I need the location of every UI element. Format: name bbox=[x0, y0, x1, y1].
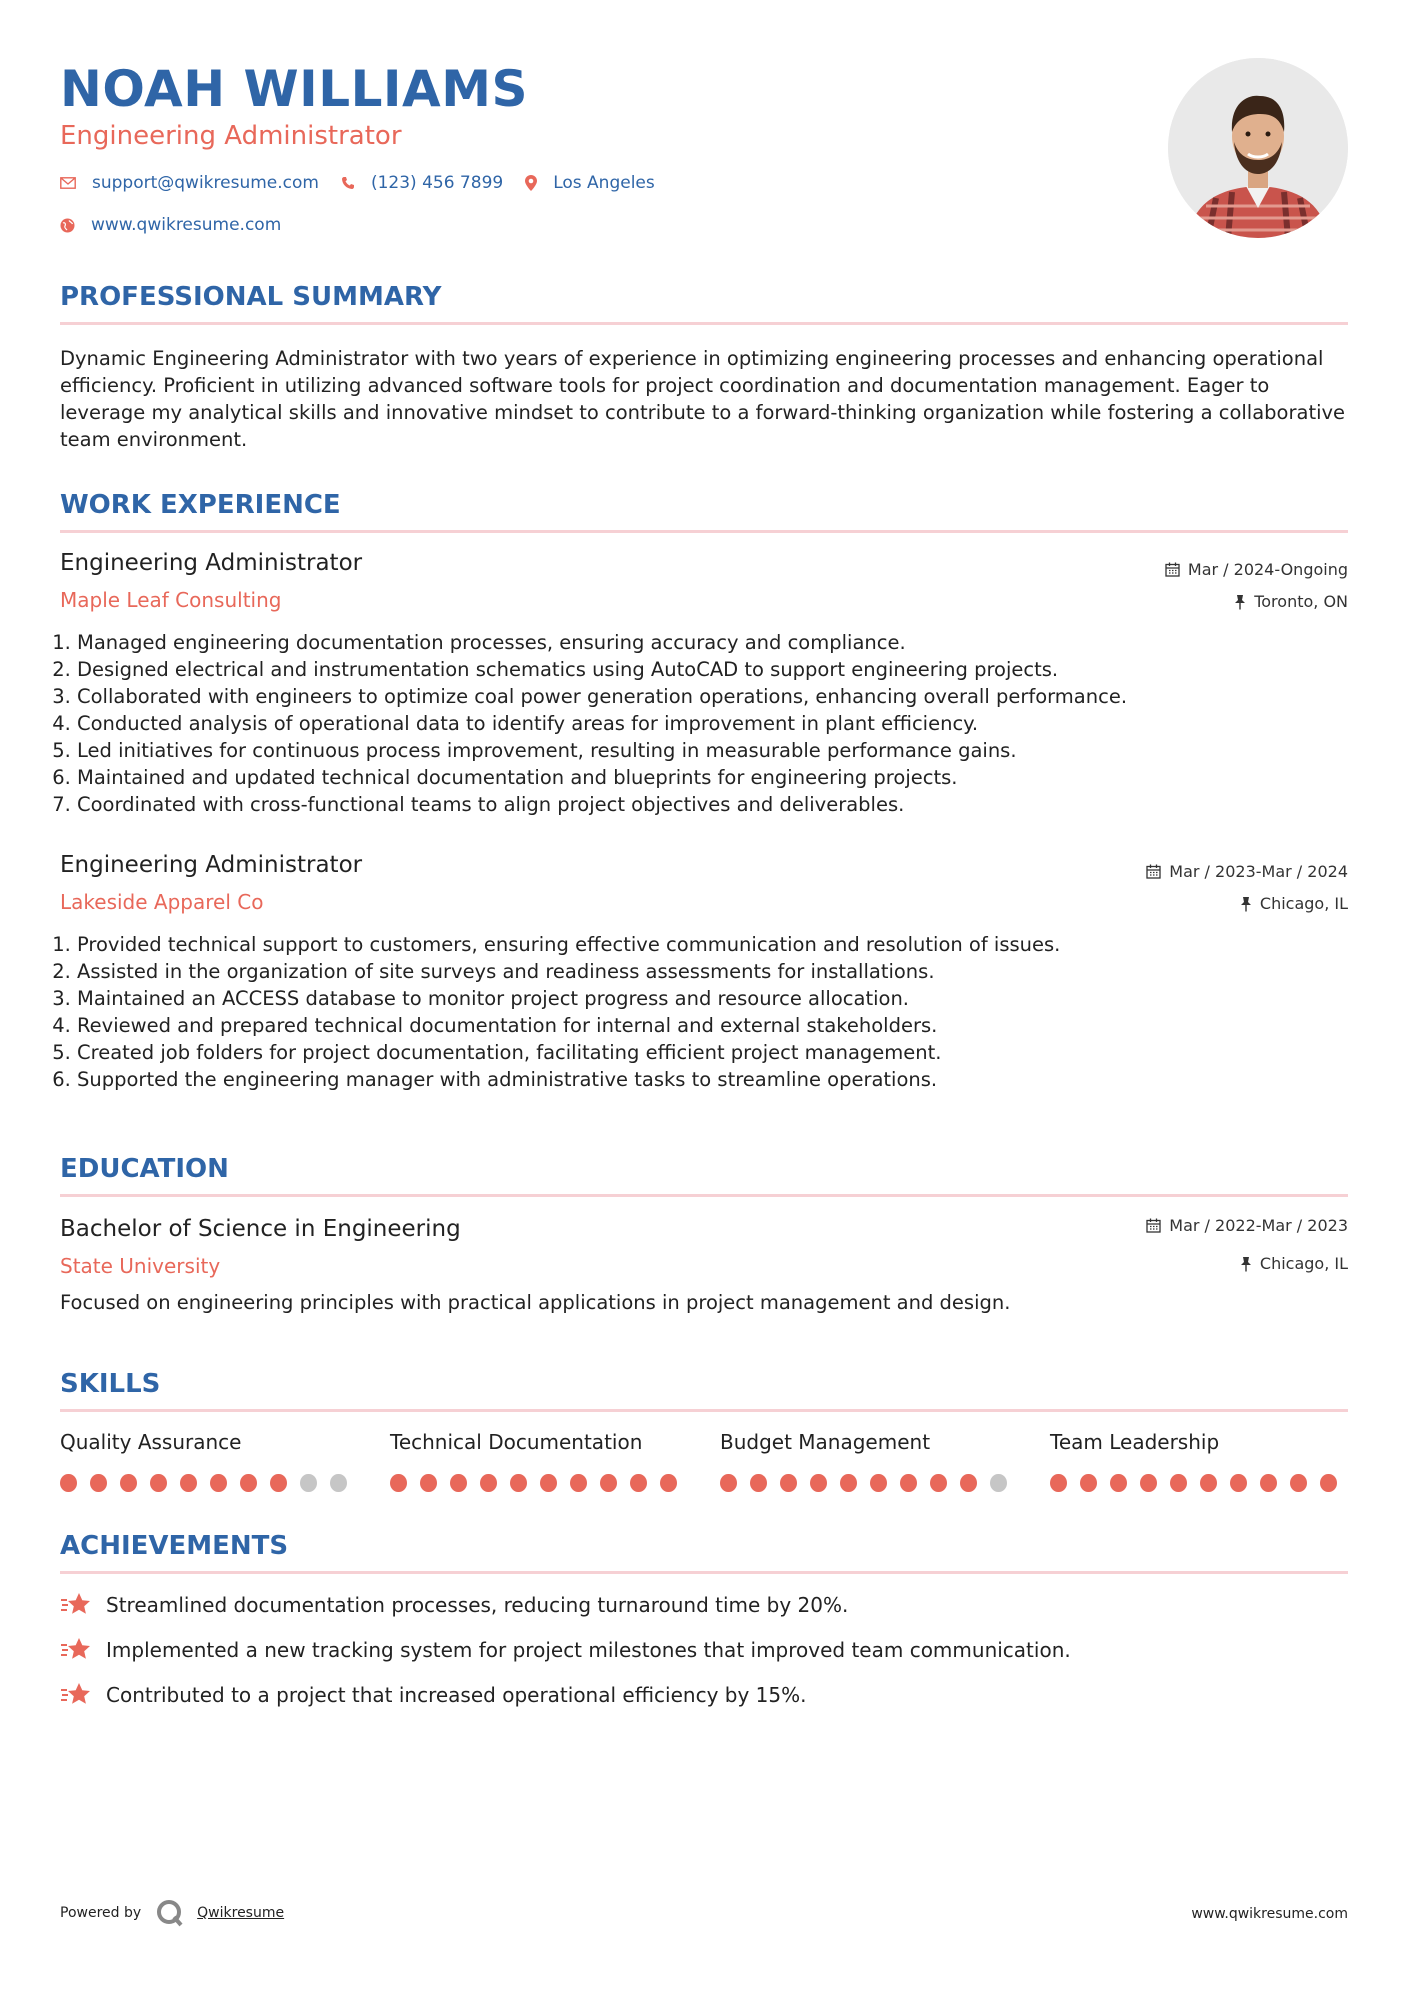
person-avatar bbox=[1168, 58, 1348, 238]
list-item: 4. Conducted analysis of operational data to identify areas for improvement in plant efficiency. bbox=[77, 710, 1348, 737]
skill-name: Team Leadership bbox=[1050, 1430, 1220, 1454]
skill-rating bbox=[720, 1474, 1020, 1492]
skill-name: Technical Documentation bbox=[390, 1430, 643, 1454]
list-item: 2. Designed electrical and instrumentation schematics using AutoCAD to support engineering projects. bbox=[77, 656, 1348, 683]
skill-rating bbox=[1050, 1474, 1350, 1492]
job-title: Engineering Administrator bbox=[60, 852, 363, 878]
education-heading: EDUCATION bbox=[60, 1154, 229, 1184]
list-item: 1. Managed engineering documentation processes, ensuring accuracy and compliance. bbox=[77, 629, 1348, 656]
rating-dot-filled bbox=[870, 1474, 887, 1492]
rating-dot-filled bbox=[660, 1474, 677, 1492]
dates-text: Mar / 2023-Mar / 2024 bbox=[1169, 862, 1348, 881]
rating-dot-empty bbox=[990, 1474, 1007, 1492]
skill-item bbox=[720, 1430, 1020, 1492]
school-name: State University bbox=[60, 1254, 221, 1278]
job-title: Engineering Administrator bbox=[60, 550, 363, 576]
education-dates bbox=[1146, 1216, 1348, 1235]
job-bullets bbox=[60, 629, 1348, 818]
contact-website[interactable] bbox=[60, 215, 281, 235]
email-text: support@qwikresume.com bbox=[92, 173, 319, 193]
skill-rating bbox=[60, 1474, 360, 1492]
location-text: Los Angeles bbox=[553, 173, 655, 193]
skills-heading: SKILLS bbox=[60, 1369, 161, 1399]
skill-name: Quality Assurance bbox=[60, 1430, 242, 1454]
rating-dot-filled bbox=[420, 1474, 437, 1492]
rating-dot-filled bbox=[630, 1474, 647, 1492]
rating-dot-filled bbox=[840, 1474, 857, 1492]
list-item: 5. Led initiatives for continuous process improvement, resulting in measurable performance gains. bbox=[77, 737, 1348, 764]
calendar-icon bbox=[1146, 1218, 1161, 1233]
job-bullets bbox=[60, 931, 1348, 1093]
globe-icon bbox=[60, 218, 75, 233]
rating-dot-filled bbox=[1200, 1474, 1217, 1492]
rating-dot-filled bbox=[600, 1474, 617, 1492]
map-pin-icon bbox=[525, 175, 537, 191]
pushpin-icon bbox=[1234, 594, 1246, 610]
dates-text: Mar / 2022-Mar / 2023 bbox=[1169, 1216, 1348, 1235]
rating-dot-filled bbox=[150, 1474, 167, 1492]
rating-dot-filled bbox=[1050, 1474, 1067, 1492]
achievement-text: Streamlined documentation processes, reducing turnaround time by 20%. bbox=[106, 1593, 849, 1617]
list-item: 7. Coordinated with cross-functional teams to align project objectives and deliverables. bbox=[77, 791, 1348, 818]
job-location bbox=[1240, 894, 1348, 913]
qwikresume-logo-icon bbox=[155, 1898, 185, 1928]
rating-dot-filled bbox=[390, 1474, 407, 1492]
section-divider bbox=[60, 1571, 1348, 1574]
skill-name: Budget Management bbox=[720, 1430, 931, 1454]
skill-item bbox=[1050, 1430, 1350, 1492]
qwikresume-link[interactable]: Qwikresume bbox=[197, 1905, 285, 1921]
star-award-icon bbox=[60, 1592, 92, 1618]
job-dates bbox=[1165, 560, 1348, 579]
list-item: 3. Maintained an ACCESS database to monitor project progress and resource allocation. bbox=[77, 985, 1348, 1012]
rating-dot-filled bbox=[210, 1474, 227, 1492]
rating-dot-filled bbox=[270, 1474, 287, 1492]
website-text: www.qwikresume.com bbox=[91, 215, 282, 235]
rating-dot-filled bbox=[900, 1474, 917, 1492]
rating-dot-filled bbox=[1110, 1474, 1127, 1492]
rating-dot-empty bbox=[300, 1474, 317, 1492]
rating-dot-filled bbox=[1230, 1474, 1247, 1492]
achievements-heading: ACHIEVEMENTS bbox=[60, 1531, 289, 1561]
contact-email[interactable] bbox=[60, 173, 319, 193]
rating-dot-filled bbox=[180, 1474, 197, 1492]
location-text: Chicago, IL bbox=[1259, 1254, 1348, 1273]
rating-dot-filled bbox=[240, 1474, 257, 1492]
achievement-text: Implemented a new tracking system for project milestones that improved team communication. bbox=[106, 1638, 1071, 1662]
achievement-item bbox=[60, 1637, 1071, 1663]
section-divider bbox=[60, 530, 1348, 533]
company-name: Lakeside Apparel Co bbox=[60, 890, 264, 914]
contact-row-website bbox=[60, 215, 303, 235]
rating-dot-filled bbox=[810, 1474, 827, 1492]
job-location bbox=[1234, 592, 1348, 611]
rating-dot-filled bbox=[930, 1474, 947, 1492]
star-award-icon bbox=[60, 1682, 92, 1708]
rating-dot-filled bbox=[750, 1474, 767, 1492]
candidate-name: NOAH WILLIAMS bbox=[60, 60, 528, 118]
summary-text: Dynamic Engineering Administrator with two years of experience in optimizing engineering processes and enhancing operational efficiency. Proficient in utilizing advanced software tools for project coordination and documentation management. Eager to leverage my analytical skills and innovative mindset to contribute to a forward-thinking organization while fostering a collaborative team environment. bbox=[60, 347, 1346, 451]
rating-dot-filled bbox=[120, 1474, 137, 1492]
degree-title: Bachelor of Science in Engineering bbox=[60, 1216, 461, 1242]
phone-icon bbox=[341, 176, 355, 190]
experience-heading: WORK EXPERIENCE bbox=[60, 490, 341, 520]
contact-row bbox=[60, 173, 677, 193]
education-description: Focused on engineering principles with practical applications in project management and design. bbox=[60, 1291, 1011, 1314]
list-item: 4. Reviewed and prepared technical documentation for internal and external stakeholders. bbox=[77, 1012, 1348, 1039]
footer-branding bbox=[60, 1898, 284, 1928]
list-item: 6. Supported the engineering manager with administrative tasks to streamline operations. bbox=[77, 1066, 1348, 1093]
rating-dot-filled bbox=[720, 1474, 737, 1492]
star-award-icon bbox=[60, 1637, 92, 1663]
skill-item bbox=[60, 1430, 360, 1492]
rating-dot-filled bbox=[480, 1474, 497, 1492]
rating-dot-filled bbox=[510, 1474, 527, 1492]
company-name: Maple Leaf Consulting bbox=[60, 588, 282, 612]
rating-dot-filled bbox=[780, 1474, 797, 1492]
contact-phone[interactable] bbox=[341, 173, 503, 193]
calendar-icon bbox=[1165, 562, 1180, 577]
skill-item bbox=[390, 1430, 690, 1492]
section-divider bbox=[60, 1409, 1348, 1412]
location-text: Chicago, IL bbox=[1259, 894, 1348, 913]
rating-dot-empty bbox=[330, 1474, 347, 1492]
rating-dot-filled bbox=[1260, 1474, 1277, 1492]
rating-dot-filled bbox=[90, 1474, 107, 1492]
section-divider bbox=[60, 1194, 1348, 1197]
summary-heading: PROFESSIONAL SUMMARY bbox=[60, 282, 442, 312]
rating-dot-filled bbox=[1140, 1474, 1157, 1492]
list-item: 5. Created job folders for project documentation, facilitating efficient project management. bbox=[77, 1039, 1348, 1066]
contact-location bbox=[525, 173, 655, 193]
achievement-text: Contributed to a project that increased operational efficiency by 15%. bbox=[106, 1683, 807, 1707]
education-location bbox=[1240, 1254, 1348, 1273]
dates-text: Mar / 2024-Ongoing bbox=[1187, 560, 1348, 579]
candidate-role: Engineering Administrator bbox=[60, 121, 402, 151]
list-item: 1. Provided technical support to customers, ensuring effective communication and resolution of issues. bbox=[77, 931, 1348, 958]
skill-rating bbox=[390, 1474, 690, 1492]
pushpin-icon bbox=[1240, 1256, 1252, 1272]
rating-dot-filled bbox=[1080, 1474, 1097, 1492]
rating-dot-filled bbox=[450, 1474, 467, 1492]
calendar-icon bbox=[1146, 864, 1161, 879]
job-dates bbox=[1146, 862, 1348, 881]
rating-dot-filled bbox=[1320, 1474, 1337, 1492]
footer-website[interactable]: www.qwikresume.com bbox=[1191, 1906, 1348, 1922]
rating-dot-filled bbox=[60, 1474, 77, 1492]
section-divider bbox=[60, 322, 1348, 325]
rating-dot-filled bbox=[540, 1474, 557, 1492]
pushpin-icon bbox=[1240, 896, 1252, 912]
list-item: 3. Collaborated with engineers to optimize coal power generation operations, enhancing overall performance. bbox=[77, 683, 1348, 710]
achievement-item bbox=[60, 1592, 848, 1618]
list-item: 6. Maintained and updated technical documentation and blueprints for engineering projects. bbox=[77, 764, 1348, 791]
profile-photo bbox=[1168, 58, 1348, 238]
rating-dot-filled bbox=[1290, 1474, 1307, 1492]
list-item: 2. Assisted in the organization of site surveys and readiness assessments for installations. bbox=[77, 958, 1348, 985]
rating-dot-filled bbox=[1170, 1474, 1187, 1492]
envelope-icon bbox=[60, 177, 76, 189]
achievement-item bbox=[60, 1682, 806, 1708]
rating-dot-filled bbox=[960, 1474, 977, 1492]
location-text: Toronto, ON bbox=[1254, 592, 1348, 611]
powered-by-text: Powered by bbox=[60, 1905, 142, 1921]
phone-text: (123) 456 7899 bbox=[370, 173, 504, 193]
rating-dot-filled bbox=[570, 1474, 587, 1492]
